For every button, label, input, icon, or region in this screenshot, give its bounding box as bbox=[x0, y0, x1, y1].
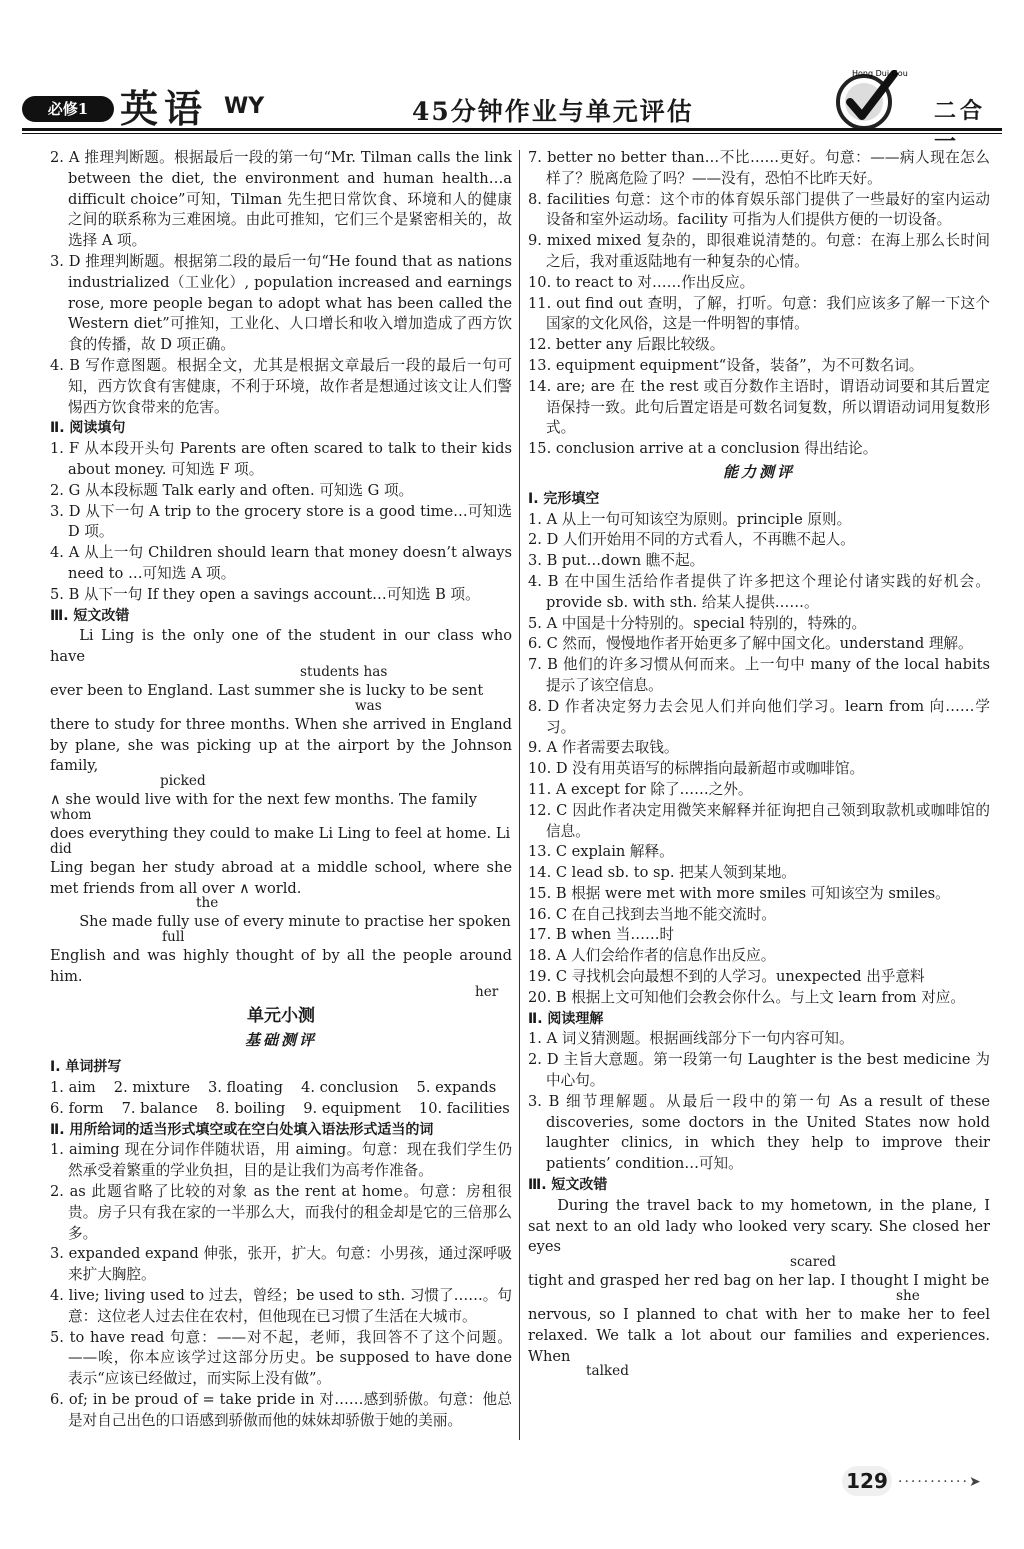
answer-item: 19. C 寻找机会向最想不到的人学习。unexpected 出乎意料 bbox=[528, 968, 925, 986]
error-correction-line: During the travel back to my hometown, in the plane, I sat next to an old lady who looked very scary. She closed her eyes bbox=[528, 1196, 990, 1256]
spelling-answer: 3. floating bbox=[207, 1079, 284, 1097]
answer-item: 12. better any 后跟比较级。 bbox=[528, 336, 725, 354]
answer-item: 5. A 中国是十分特别的。special 特别的，特殊的。 bbox=[528, 614, 867, 632]
answer-item: 4. live; living used to 过去，曾经；be used to sth. 习惯了……。句意：这位老人过去住在农村，但他现在已习惯了生活在大城市。 bbox=[50, 1287, 512, 1325]
answer-item: 11. out find out 查明，了解，打听。句意：我们应该多了解一下这个国家的文化风俗，这是一件明智的事情。 bbox=[528, 294, 990, 333]
answer-item: 13. C explain 解释。 bbox=[528, 843, 674, 861]
spelling-answer: 10. facilities bbox=[418, 1099, 510, 1117]
answer-item: 4. B 写作意图题。根据全文，尤其是根据文章最后一段的最后一句可知，西方饮食有害健康，不利于环境，故作者是想通过该文让人们警惕西方饮食带来的危害。 bbox=[50, 356, 512, 416]
answer-item: 1. A 从上一句可知该空为原则。principle 原则。 bbox=[528, 510, 852, 528]
answer-item: 3. B 细节理解题。从最后一段中的第一句 As a result of these discoveries, some doctors in the United States now hold laughter clinics, in which they help to improve their patients’ condition…可知。 bbox=[528, 1092, 990, 1173]
error-correction-line: there to study for three months. When she arrived in England by plane, she was picking up at the airport by the Johnson family, bbox=[50, 715, 512, 775]
error-correction-line: ever been to England. Last summer she is lucky to be sent bbox=[50, 681, 484, 699]
spelling-answers bbox=[50, 1078, 512, 1120]
answer-item: 10. D 没有用英语写的标牌指向最新超市或咖啡馆。 bbox=[528, 760, 865, 778]
correction-note: whom bbox=[50, 806, 92, 823]
answer-item: 9. mixed mixed 复杂的，即很难说清楚的。句意：在海上那么长时间之后，我对重返陆地有一种复杂的心情。 bbox=[528, 232, 990, 270]
ability-test-title: 能力测评 bbox=[722, 462, 795, 481]
correction-note: picked bbox=[160, 773, 206, 790]
answer-item: 7. B 他们的许多习惯从何而来。上一句中 many of the local habits 提示了该空信息。 bbox=[528, 656, 990, 694]
error-correction-line: Ling began her study abroad at a middle school, where she met friends from all over ∧ world. bbox=[50, 858, 512, 897]
answer-item: 6. C 然而，慢慢地作者开始更多了解中国文化。understand 理解。 bbox=[528, 635, 973, 653]
correction-note: the bbox=[196, 895, 219, 912]
checkmark-logo-icon bbox=[822, 64, 912, 132]
answer-item: 10. to react to 对……作出反应。 bbox=[528, 273, 755, 291]
answer-item: 4. B 在中国生活给作者提供了许多把这个理论付诸实践的好机会。provide sb. with sth. 给某人提供……。 bbox=[528, 572, 990, 611]
answer-item: 1. A 词义猜测题。根据画线部分下一句内容可知。 bbox=[528, 1030, 854, 1048]
answer-item: 13. equipment equipment“设备，装备”，为不可数名词。 bbox=[528, 356, 924, 374]
answer-item: 3. B put…down 瞧不起。 bbox=[528, 552, 705, 570]
answer-item: 2. A 推理判断题。根据最后一段的第一句“Mr. Tilman calls the link between the diet, the environment and human health…a difficult choice”可知，Tilman 先生把日常饮食、环境和人的健康之间的联系称为三难困境。由此可推知，它们三个是紧密相关的，故选择 A 项。 bbox=[50, 149, 512, 250]
spelling-answer: 5. expands bbox=[416, 1079, 497, 1097]
error-correction-line: She made fully use of every minute to practise her spoken bbox=[79, 913, 511, 931]
answer-item: 3. D 从下一句 A trip to the grocery store is a good time…可知选 D 项。 bbox=[50, 502, 512, 541]
tagline: 二合一 bbox=[934, 98, 987, 155]
answer-item: 8. D 作者决定努力去会见人们并向他们学习。learn from 向……学习。 bbox=[528, 697, 990, 736]
edition-label: WY bbox=[224, 94, 265, 119]
answer-item: 12. C 因此作者决定用微笑来解释并征询把自己领到取款机或咖啡馆的信息。 bbox=[528, 801, 990, 840]
answer-item: 7. better no better than…不比……更好。句意：——病人现在怎么样了？脱离危险了吗？——没有，恐怕不比昨天好。 bbox=[528, 149, 990, 187]
answer-item: 4. A 从上一句 Children should learn that money doesn’t always need to …可知选 A 项。 bbox=[50, 544, 512, 582]
correction-note: she bbox=[896, 1288, 920, 1305]
series-title: 45分钟作业与单元评估 bbox=[412, 97, 694, 126]
correction-note: talked bbox=[586, 1363, 629, 1380]
answer-item: 5. to have read 句意：——对不起，老师，我回答不了这个问题。——唉，你本应该学过这部分历史。be supposed to have done 表示“应该已经做过，而实际上没有做”。 bbox=[50, 1328, 512, 1388]
answer-item: 3. expanded expand 伸张，张开，扩大。句意：小男孩，通过深呼吸来扩大胸腔。 bbox=[50, 1245, 512, 1284]
header-rule bbox=[22, 128, 1002, 131]
correction-note: students has bbox=[300, 663, 388, 680]
answer-item: 17. B when 当……时 bbox=[528, 926, 675, 944]
spelling-answer: 8. boiling bbox=[215, 1099, 286, 1117]
answer-item: 2. D 主旨大意题。第一段第一句 Laughter is the best medicine 为中心句。 bbox=[528, 1051, 990, 1090]
logo-text: Hong Dui Gou bbox=[852, 69, 908, 78]
section-heading: Ⅲ. 短文改错 bbox=[50, 607, 130, 624]
section-heading: Ⅰ. 单词拼写 bbox=[50, 1059, 122, 1076]
correction-note: full bbox=[162, 929, 185, 946]
answer-item: 15. B 根据 were met with more smiles 可知该空为 smiles。 bbox=[528, 884, 950, 902]
section-heading: Ⅱ. 阅读填句 bbox=[50, 420, 126, 437]
spelling-answer: 6. form bbox=[50, 1099, 104, 1117]
left-column bbox=[50, 148, 512, 1432]
spelling-answer: 4. conclusion bbox=[301, 1079, 399, 1097]
answer-item: 2. G 从本段标题 Talk early and often. 可知选 G 项。 bbox=[50, 481, 414, 499]
column-divider bbox=[519, 150, 520, 1440]
section-heading: Ⅲ. 短文改错 bbox=[528, 1177, 608, 1194]
error-correction-line: English and was highly thought of by all the people around him. bbox=[50, 947, 512, 985]
spelling-answer: 9. equipment bbox=[303, 1099, 401, 1117]
page-number: 129 bbox=[842, 1466, 892, 1496]
section-heading: Ⅰ. 完形填空 bbox=[528, 490, 600, 507]
correction-note: was bbox=[355, 697, 382, 714]
spelling-answer: 1. aim bbox=[50, 1079, 96, 1097]
correction-note: scared bbox=[790, 1254, 836, 1271]
answer-item: 20. B 根据上文可知他们会教会你什么。与上文 learn from 对应。 bbox=[528, 988, 965, 1006]
answer-item: 6. of; in be proud of = take pride in 对……感到骄傲。句意：他总是对自己出色的口语感到骄傲而他的妹妹却骄傲于她的美丽。 bbox=[50, 1391, 512, 1429]
answer-item: 16. C 在自己找到去当地不能交流时。 bbox=[528, 905, 776, 923]
unit-test-title: 单元小测 bbox=[247, 1005, 315, 1026]
answer-item: 11. A except for 除了……之外。 bbox=[528, 780, 753, 798]
answer-item: 1. aiming 现在分词作伴随状语，用 aiming。句意：现在我们学生仍然承受着繁重的学业负担，目的是让我们为高考作准备。 bbox=[50, 1141, 512, 1180]
header-rule-thin bbox=[22, 133, 1002, 134]
error-correction-line: Li Ling is the only one of the student in our class who have bbox=[50, 627, 512, 666]
answer-item: 2. D 人们开始用不同的方式看人，不再瞧不起人。 bbox=[528, 531, 855, 549]
error-correction-line: tight and grasped her red bag on her lap. I thought I might be bbox=[528, 1272, 990, 1290]
section-heading: Ⅱ. 用所给词的适当形式填空或在空白处填入语法形式适当的词 bbox=[50, 1121, 434, 1138]
page-header bbox=[22, 69, 1002, 155]
answer-item: 5. B 从下一句 If they open a savings account…可知选 B 项。 bbox=[50, 585, 480, 603]
answer-item: 15. conclusion arrive at a conclusion 得出结论。 bbox=[528, 440, 878, 458]
page-arrow-icon: ···········➤ bbox=[898, 1474, 983, 1490]
answer-item: 3. D 推理判断题。根据第二段的最后一句“He found that as nations industrialized（工业化）, population increased and earnings rose, more people began to adopt what has been called the Western diet”可推知，工业化、人口增长和收入增加造成了西方饮食的传播，故 D 项正确。 bbox=[50, 252, 512, 354]
answer-item: 8. facilities 句意：这个市的体育娱乐部门提供了一些最好的室内运动设备和室外运动场。facility 可指为人们提供方便的一切设备。 bbox=[528, 190, 990, 229]
answer-item: 14. C lead sb. to sp. 把某人领到某地。 bbox=[528, 864, 796, 882]
answer-item: 18. A 人们会给作者的信息作出反应。 bbox=[528, 947, 776, 965]
volume-badge: 必修1 bbox=[22, 96, 114, 122]
spelling-answer: 2. mixture bbox=[113, 1079, 190, 1097]
error-correction-line: does everything they could to make Li Ling to feel at home. Li bbox=[50, 824, 511, 842]
correction-note: her bbox=[475, 983, 499, 1000]
answer-item: 14. are; are 在 the rest 或百分数作主语时，谓语动词要和其后置定语保持一致。此句后置定语是可数名词复数，所以谓语动词用复数形式。 bbox=[528, 377, 990, 437]
correction-note: did bbox=[50, 840, 72, 857]
answer-item: 9. A 作者需要去取钱。 bbox=[528, 739, 679, 757]
basic-test-title: 基础测评 bbox=[244, 1031, 317, 1050]
error-correction-line: nervous, so I planned to chat with her to make her to feel relaxed. We talk a lot about our families and experiences. When bbox=[528, 1306, 990, 1365]
right-column bbox=[528, 148, 990, 1380]
answer-item: 2. as 此题省略了比较的对象 as the rent at home。句意：房租很贵。房子只有我在家的一半那么大，而我付的租金却是它的三倍那么多。 bbox=[50, 1183, 512, 1242]
section-heading: Ⅱ. 阅读理解 bbox=[528, 1010, 604, 1027]
error-correction-line: ∧ she would live with for the next few months. The family bbox=[50, 791, 477, 809]
subject-title: 英语 bbox=[120, 86, 209, 131]
spelling-answer: 7. balance bbox=[121, 1099, 198, 1117]
answer-item: 1. F 从本段开头句 Parents are often scared to talk to their kids about money. 可知选 F 项。 bbox=[50, 440, 512, 478]
